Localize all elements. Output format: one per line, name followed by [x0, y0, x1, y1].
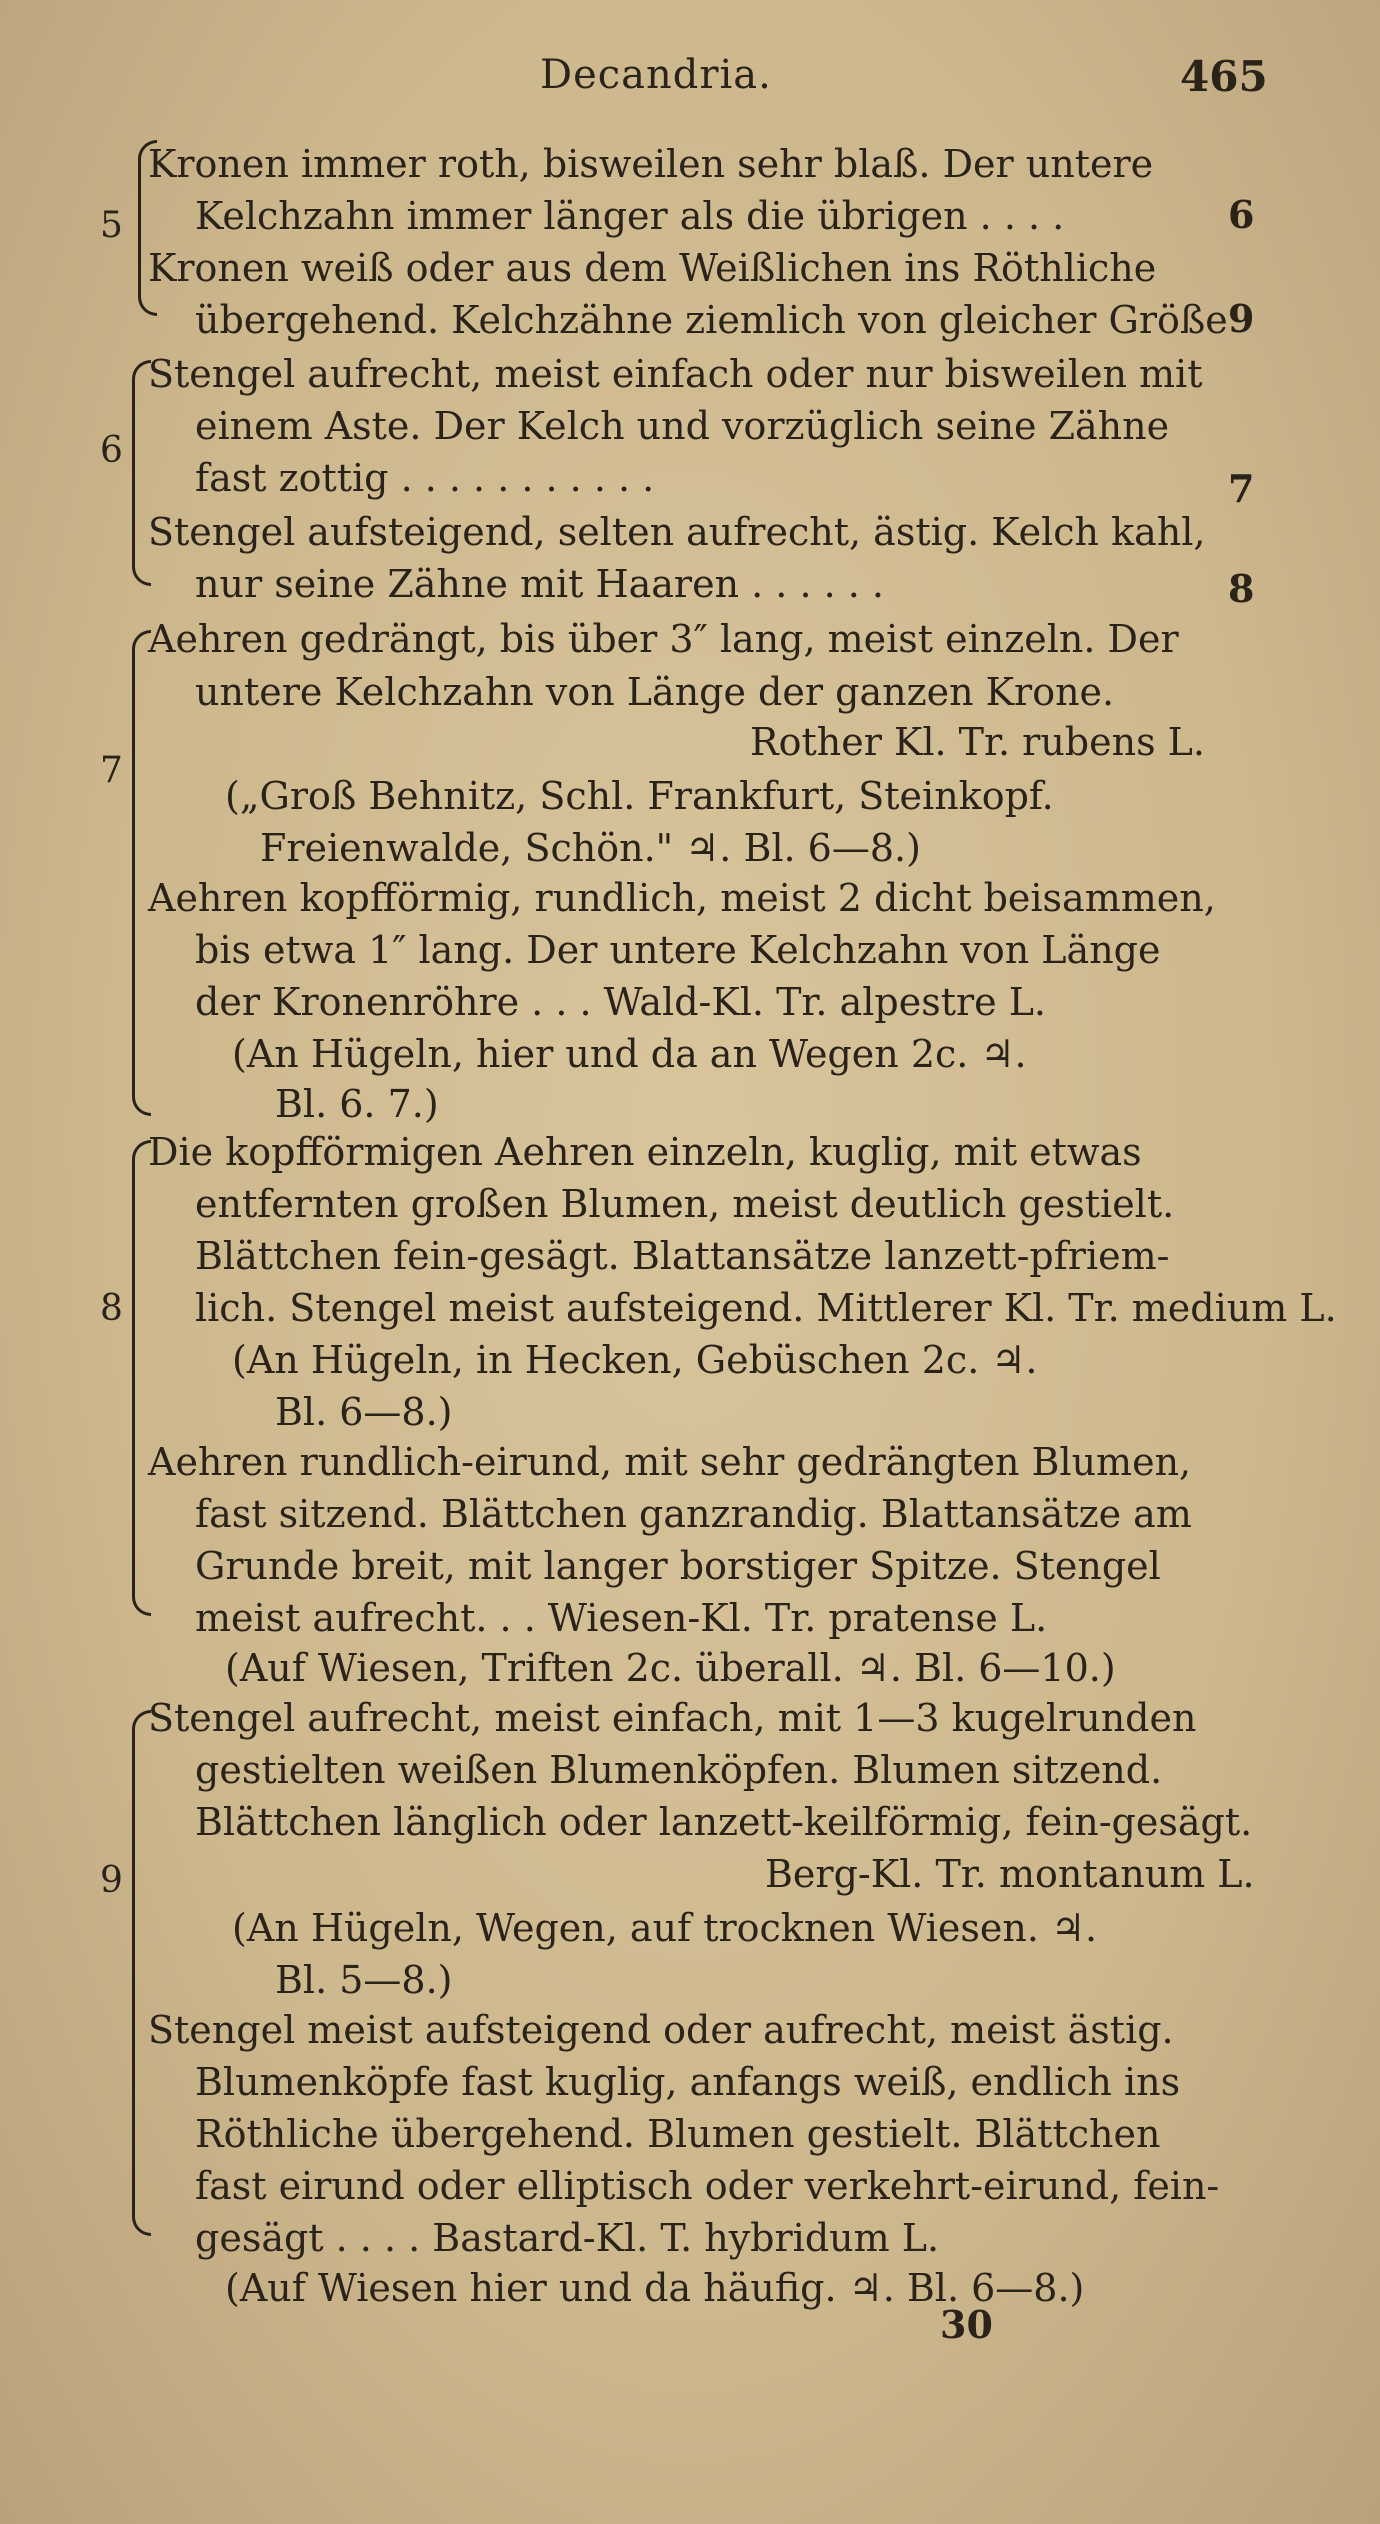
key-line: Die kopfförmigen Aehren einzeln, kuglig, mit etwas — [148, 1130, 1142, 1174]
page-number: 465 — [1180, 52, 1268, 101]
group-number: 6 — [100, 430, 123, 471]
key-line: Aehren rundlich-eirund, mit sehr gedrängten Blumen, — [148, 1440, 1192, 1484]
key-line: Kelchzahn immer länger als die übrigen . . . . — [195, 194, 1065, 238]
species-name: Berg-Kl. Tr. montanum L. — [765, 1852, 1255, 1896]
key-line: (An Hügeln, Wegen, auf trocknen Wiesen. ♃. — [232, 1906, 1098, 1950]
key-line: entfernten großen Blumen, meist deutlich gestielt. — [195, 1182, 1175, 1226]
key-line: Bl. 6—8.) — [275, 1390, 453, 1434]
key-line: fast sitzend. Blättchen ganzrandig. Blattansätze am — [195, 1492, 1192, 1536]
key-line: untere Kelchzahn von Länge der ganzen Krone. — [195, 670, 1115, 714]
species-name: lich. Stengel meist aufsteigend. Mittlerer Kl. Tr. medium L. — [195, 1286, 1337, 1330]
species-name: meist aufrecht. . . Wiesen-Kl. Tr. pratense L. — [195, 1596, 1048, 1640]
key-line: bis etwa 1″ lang. Der untere Kelchzahn von Länge — [195, 928, 1161, 972]
key-line: Aehren gedrängt, bis über 3″ lang, meist einzeln. Der — [148, 617, 1179, 661]
key-line: Blumenköpfe fast kuglig, anfangs weiß, endlich ins — [195, 2060, 1181, 2104]
key-line: (Auf Wiesen, Triften 2c. überall. ♃. Bl. 6—10.) — [225, 1646, 1116, 1690]
key-line: nur seine Zähne mit Haaren . . . . . . — [195, 562, 885, 606]
key-line: fast zottig . . . . . . . . . . . — [195, 456, 655, 500]
key-line: Stengel meist aufsteigend oder aufrecht, meist ästig. — [148, 2008, 1174, 2052]
group-number: 5 — [100, 205, 123, 246]
key-line: („Groß Behnitz, Schl. Frankfurt, Steinkopf. — [225, 774, 1054, 818]
key-line: Stengel aufrecht, meist einfach, mit 1—3 kugelrunden — [148, 1696, 1197, 1740]
key-line: (Auf Wiesen hier und da häufig. ♃. Bl. 6—8.) — [225, 2266, 1085, 2310]
key-reference: 7 — [1228, 466, 1255, 511]
key-reference: 6 — [1228, 192, 1255, 237]
key-line: fast eirund oder elliptisch oder verkehrt-eirund, fein- — [195, 2164, 1220, 2208]
key-line: Grunde breit, mit langer borstiger Spitze. Stengel — [195, 1544, 1161, 1588]
group-number: 9 — [100, 1860, 123, 1901]
group-number: 8 — [100, 1288, 123, 1329]
key-line: einem Aste. Der Kelch und vorzüglich seine Zähne — [195, 404, 1170, 448]
group-number: 7 — [100, 750, 123, 791]
species-name: der Kronenröhre . . . Wald-Kl. Tr. alpestre L. — [195, 980, 1047, 1024]
key-line: übergehend. Kelchzähne ziemlich von gleicher Größe — [195, 298, 1228, 342]
key-line: (An Hügeln, hier und da an Wegen 2c. ♃. — [232, 1032, 1027, 1076]
key-line: Blättchen fein-gesägt. Blattansätze lanzett-pfriem- — [195, 1234, 1170, 1278]
key-line: Kronen immer roth, bisweilen sehr blaß. Der untere — [148, 142, 1154, 186]
key-line: Freienwalde, Schön." ♃. Bl. 6—8.) — [260, 826, 921, 870]
species-name: Rother Kl. Tr. rubens L. — [750, 720, 1205, 764]
signature-mark: 30 — [940, 2302, 993, 2347]
key-line: Bl. 5—8.) — [275, 1958, 453, 2002]
key-line: gestielten weißen Blumenköpfen. Blumen sitzend. — [195, 1748, 1163, 1792]
key-line: Stengel aufsteigend, selten aufrecht, ästig. Kelch kahl, — [148, 510, 1206, 554]
bracket — [132, 630, 151, 1116]
bracket — [132, 1710, 151, 2236]
key-line: Röthliche übergehend. Blumen gestielt. Blättchen — [195, 2112, 1161, 2156]
key-line: Blättchen länglich oder lanzett-keilförmig, fein-gesägt. — [195, 1800, 1253, 1844]
key-line: Stengel aufrecht, meist einfach oder nur bisweilen mit — [148, 352, 1203, 396]
key-line: Kronen weiß oder aus dem Weißlichen ins Röthliche — [148, 246, 1157, 290]
key-line: Aehren kopfförmig, rundlich, meist 2 dicht beisammen, — [148, 876, 1216, 920]
key-line: Bl. 6. 7.) — [275, 1082, 439, 1126]
bracket — [132, 1140, 151, 1616]
key-reference: 9 — [1228, 296, 1255, 341]
key-reference: 8 — [1228, 566, 1255, 611]
running-header: Decandria. — [540, 52, 772, 98]
species-name: gesägt . . . . Bastard-Kl. T. hybridum L. — [195, 2216, 940, 2260]
key-line: (An Hügeln, in Hecken, Gebüschen 2c. ♃. — [232, 1338, 1038, 1382]
